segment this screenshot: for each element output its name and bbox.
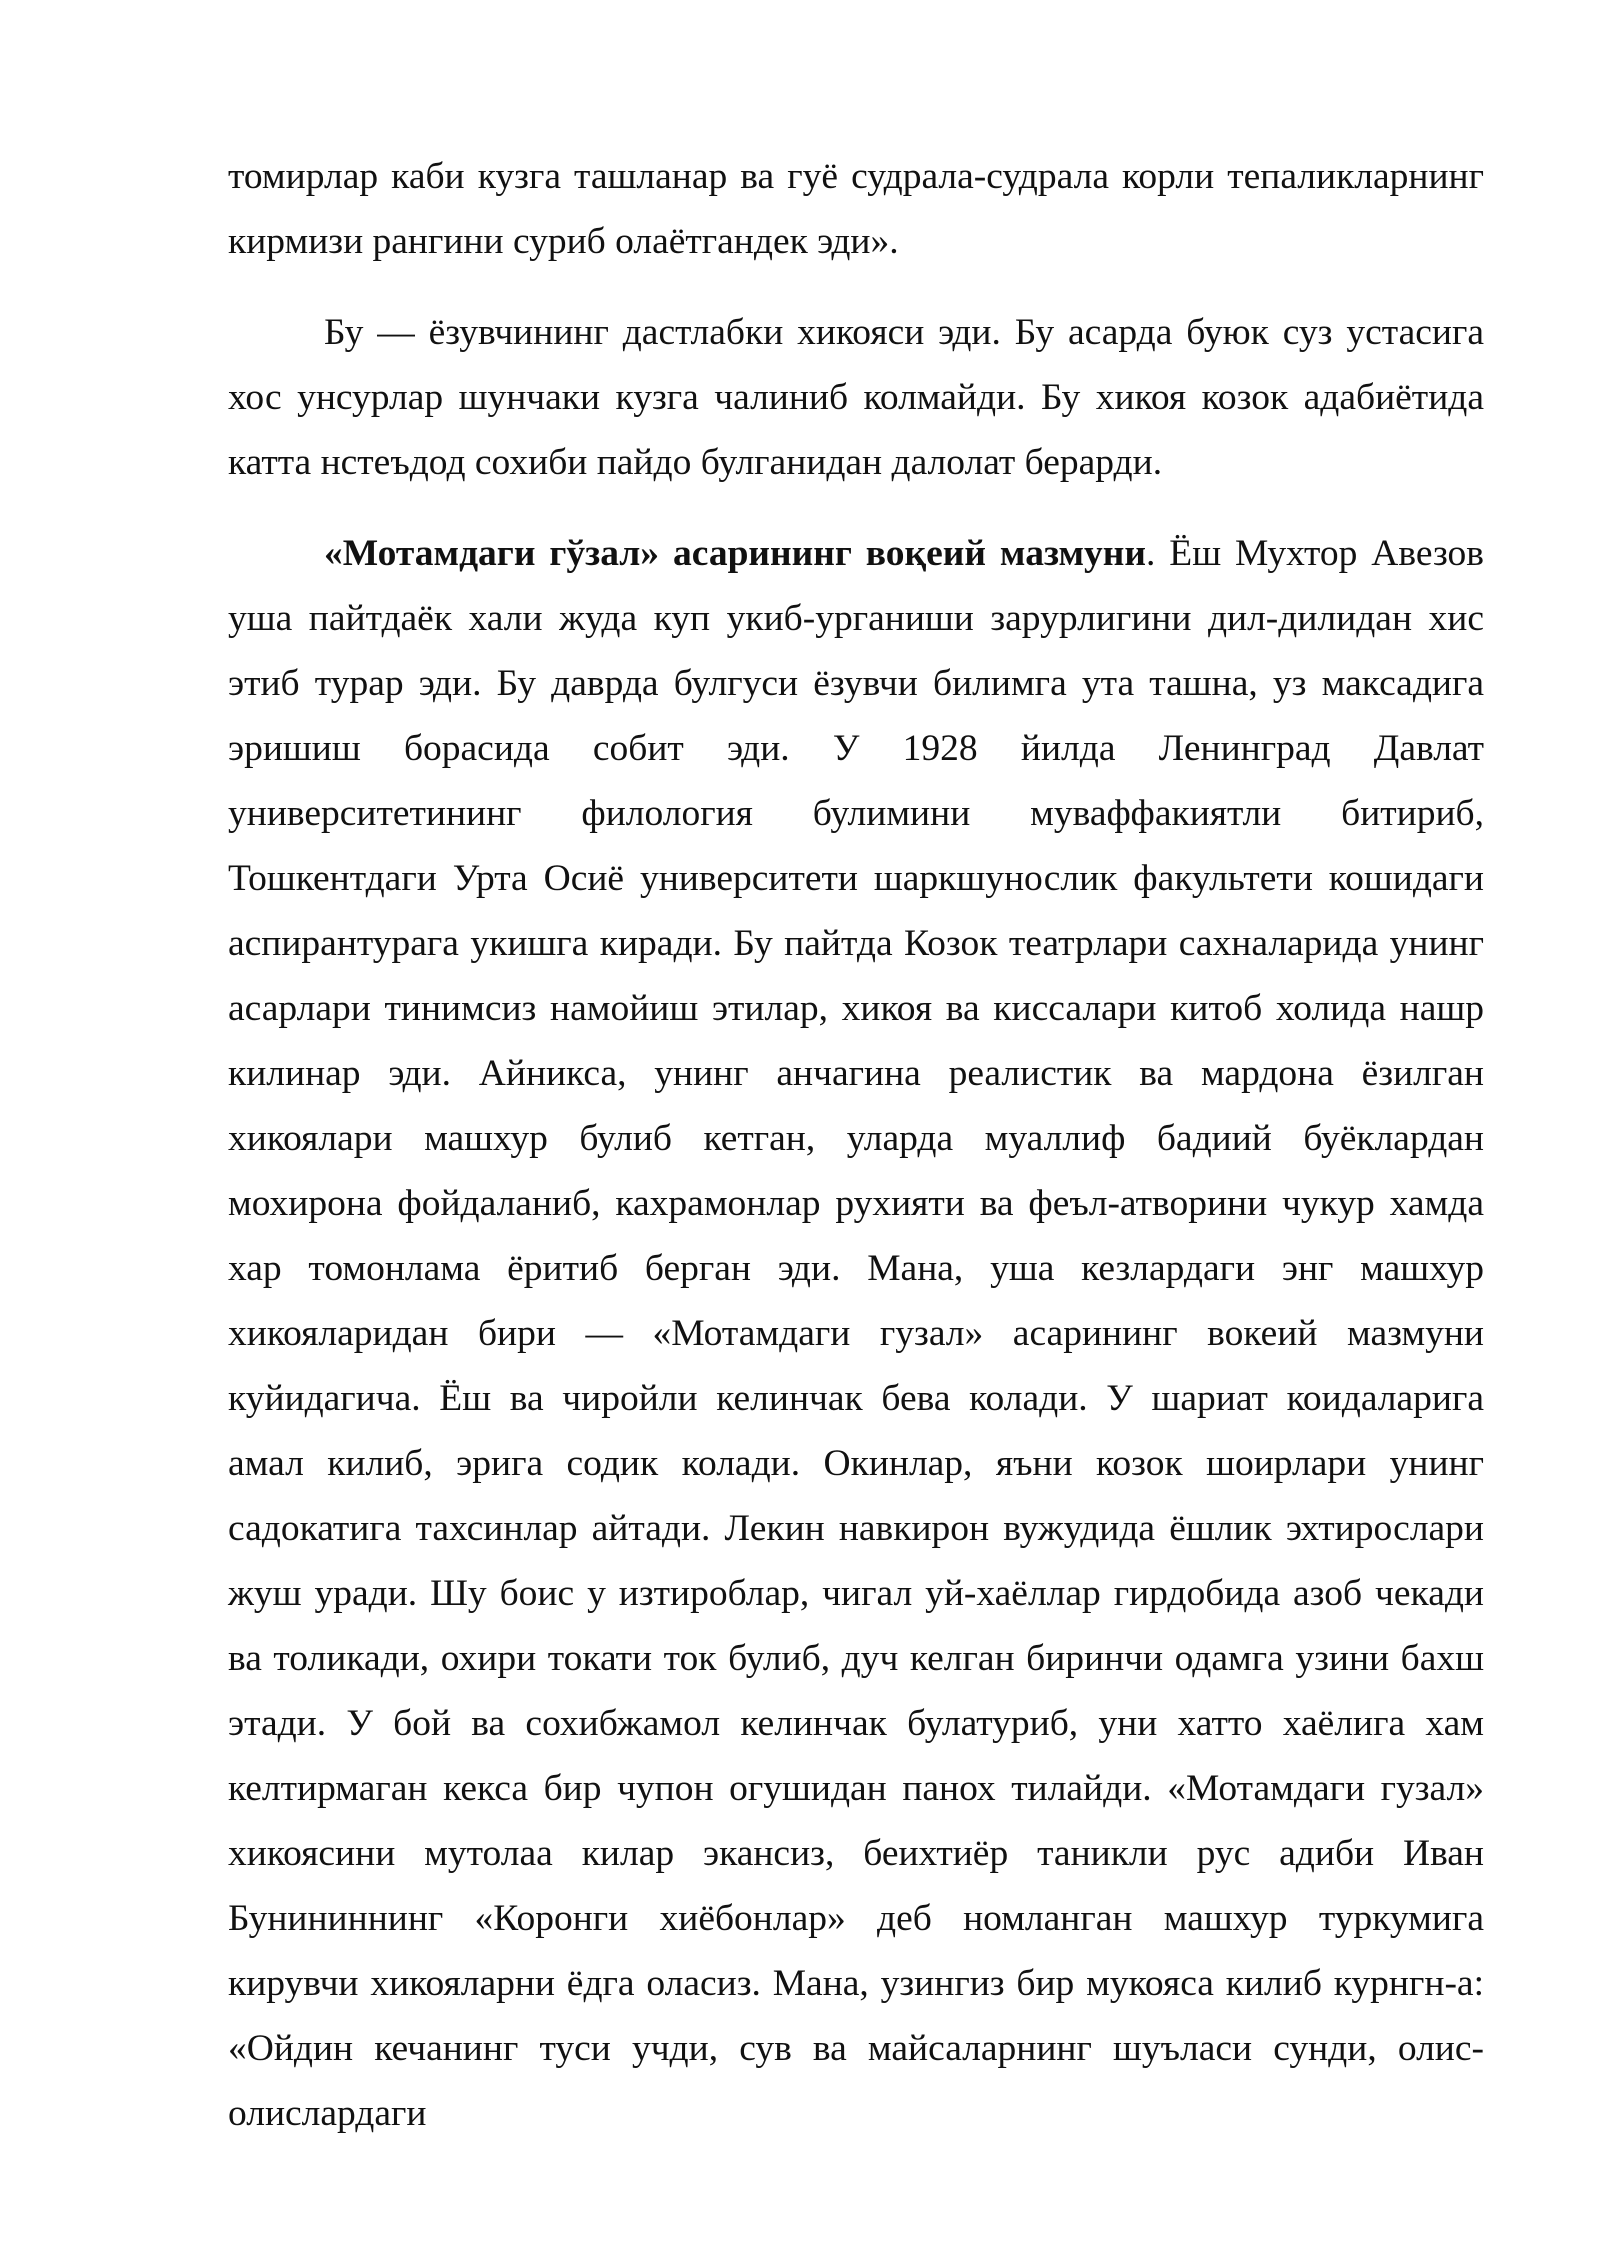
paragraph-2 <box>228 300 1484 495</box>
paragraph-3-heading: «Мотамдаги гўзал» асарининг воқеий мазмуни <box>324 533 1147 574</box>
document-body <box>228 144 1484 2146</box>
paragraph-1 <box>228 144 1484 274</box>
paragraph-3 <box>228 521 1484 2146</box>
paragraph-3-text: . Ёш Мухтор Авезов уша пайтдаёк хали жуда куп укиб-урганиши зарурлигини дил-дилидан хис этиб турар эди. Бу даврда булгуси ёзувчи билимга ута ташна, уз максадига эришиш борасида собит эди. У 1928 йилда Ленинград Давлат университетининг филология булимини муваффакиятли битириб, Тошкентдаги Урта Осиё университети шаркшунослик факультети кошидаги аспирантурага укишга киради. Бу пайтда Козок театрлари сахналарида унинг асарлари тинимсиз намойиш этилар, хикоя ва киссалари китоб холида нашр килинар эди. Айникса, унинг анчагина реалистик ва мардона ёзилган хикоялари машхур булиб кетган, уларда муаллиф бадиий буёклардан мохирона фойдаланиб, кахрамонлар рухияти ва феъл-атворини чукур хамда хар томонлама ёритиб берган эди. Мана, уша кезлардаги энг машхур хикояларидан бири — «Мотамдаги гузал» асарининг вокеий мазмуни куйидагича. Ёш ва чиройли келинчак бева колади. У шариат коидаларига амал килиб, эрига содик колади. Окинлар, яъни козок шоирлари унинг садокатига тахсинлар айтади. Лекин навкирон вужудида ёшлик эхтирослари жуш уради. Шу боис у изтироблар, чигал уй-хаёллар гирдобида азоб чекади ва толикади, охири токати ток булиб, дуч келган биринчи одамга узини бахш этади. У бой ва сохибжамол келинчак булатуриб, уни хатто хаёлига хам келтирмаган кекса бир чупон огушидан панох тилайди. «Мотамдаги гузал» хикоясини мутолаа килар экансиз, беихтиёр таникли рус адиби Иван Бунининнинг «Коронги хиёбонлар» деб номланган машхур туркумига кирувчи хикояларни ёдга оласиз. Мана, узингиз бир мукояса килиб курнгн-а: «Ойдин кечанинг туси учди, сув ва майсаларнинг шуъласи сунди, олис-олислардаги <box>228 533 1485 2134</box>
paragraph-2-text: Бу — ёзувчининг дастлабки хикояси эди. Бу асарда буюк суз устасига хос унсурлар шунчаки кузга чалиниб колмайди. Бу хикоя козок адабиётида катта нстеъдод сохиби пайдо булганидан далолат берарди. <box>228 312 1484 483</box>
paragraph-1-text: томирлар каби кузга ташланар ва гуё судрала-судрала корли тепаликларнинг кирмизи рангини суриб олаётгандек эди». <box>228 156 1484 262</box>
